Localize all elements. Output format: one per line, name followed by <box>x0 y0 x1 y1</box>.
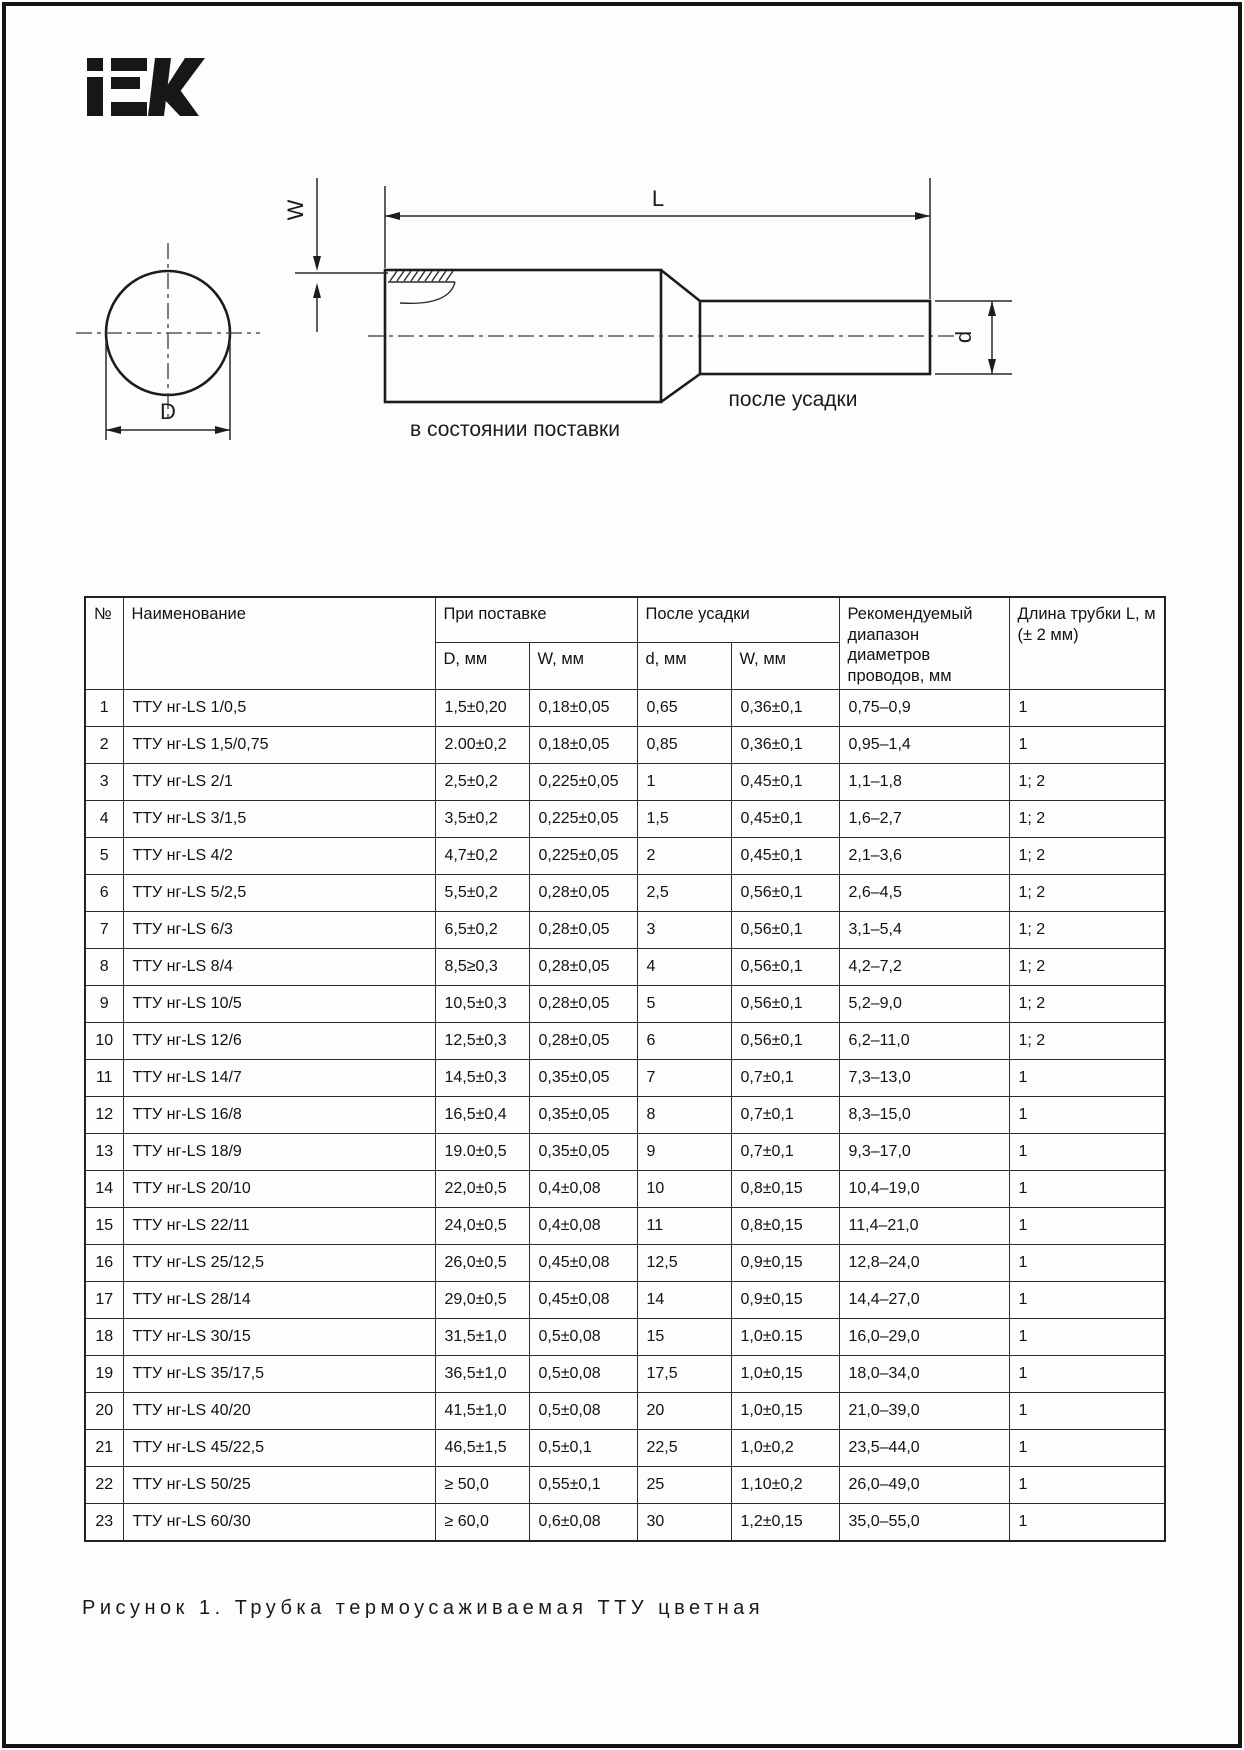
table-cell: 5,5±0,2 <box>435 874 529 911</box>
table-cell: ТТУ нг-LS 60/30 <box>123 1503 435 1541</box>
figure-caption: Рисунок 1. Трубка термоусаживаемая ТТУ цветная <box>82 1597 765 1619</box>
table-cell: 6 <box>85 874 123 911</box>
table-cell: 5,2–9,0 <box>839 985 1009 1022</box>
table-row <box>85 1429 1165 1466</box>
table-cell: 14 <box>637 1281 731 1318</box>
table-cell: ТТУ нг-LS 6/3 <box>123 911 435 948</box>
table-cell: 22,5 <box>637 1429 731 1466</box>
table-cell: 11,4–21,0 <box>839 1207 1009 1244</box>
table-cell: 0,45±0,1 <box>731 800 839 837</box>
table-cell: 1,0±0.15 <box>731 1318 839 1355</box>
table-cell: 0,28±0,05 <box>529 874 637 911</box>
table-cell: 30 <box>637 1503 731 1541</box>
table-cell: 0,56±0,1 <box>731 985 839 1022</box>
table-cell: 1 <box>1009 726 1165 763</box>
table-cell: 2,5±0,2 <box>435 763 529 800</box>
table-cell: 4 <box>85 800 123 837</box>
table-cell: 16,5±0,4 <box>435 1096 529 1133</box>
table-cell: 9 <box>637 1133 731 1170</box>
table-cell: 0,56±0,1 <box>731 948 839 985</box>
table-cell: 0,35±0,05 <box>529 1059 637 1096</box>
table-cell: 7,3–13,0 <box>839 1059 1009 1096</box>
table-cell: 17 <box>85 1281 123 1318</box>
table-cell: 0,28±0,05 <box>529 948 637 985</box>
spec-table <box>84 596 1166 1542</box>
table-cell: ТТУ нг-LS 10/5 <box>123 985 435 1022</box>
header-after-d: d, мм <box>637 642 731 689</box>
table-cell: 0,56±0,1 <box>731 1022 839 1059</box>
table-cell: 0,7±0,1 <box>731 1133 839 1170</box>
label-D: D <box>160 399 176 424</box>
table-cell: ТТУ нг-LS 2/1 <box>123 763 435 800</box>
table-cell: 0,8±0,15 <box>731 1170 839 1207</box>
table-cell: 0,95–1,4 <box>839 726 1009 763</box>
table-cell: 6,5±0,2 <box>435 911 529 948</box>
table-cell: 23 <box>85 1503 123 1541</box>
table-cell: ТТУ нг-LS 25/12,5 <box>123 1244 435 1281</box>
table-cell: 35,0–55,0 <box>839 1503 1009 1541</box>
table-cell: 0,56±0,1 <box>731 911 839 948</box>
header-supply-W: W, мм <box>529 642 637 689</box>
table-cell: 1 <box>1009 1207 1165 1244</box>
table-cell: 0,55±0,1 <box>529 1466 637 1503</box>
table-cell: 16,0–29,0 <box>839 1318 1009 1355</box>
table-cell: 0,35±0,05 <box>529 1096 637 1133</box>
table-row <box>85 985 1165 1022</box>
table-cell: 10,4–19,0 <box>839 1170 1009 1207</box>
table-row <box>85 689 1165 726</box>
table-cell: ТТУ нг-LS 40/20 <box>123 1392 435 1429</box>
table-cell: 1 <box>85 689 123 726</box>
table-cell: 1,2±0,15 <box>731 1503 839 1541</box>
table-cell: 1; 2 <box>1009 837 1165 874</box>
table-cell: ≥ 50,0 <box>435 1466 529 1503</box>
table-cell: 0,4±0,08 <box>529 1207 637 1244</box>
label-d: d <box>951 330 976 344</box>
table-cell: 1 <box>1009 1503 1165 1541</box>
table-cell: 0,225±0,05 <box>529 763 637 800</box>
table-cell: 0,7±0,1 <box>731 1059 839 1096</box>
table-cell: 0,18±0,05 <box>529 689 637 726</box>
table-row <box>85 1207 1165 1244</box>
table-cell: 17,5 <box>637 1355 731 1392</box>
table-cell: 0,225±0,05 <box>529 837 637 874</box>
table-cell: 1; 2 <box>1009 985 1165 1022</box>
table-cell: ТТУ нг-LS 12/6 <box>123 1022 435 1059</box>
table-cell: 16 <box>85 1244 123 1281</box>
table-cell: 0,225±0,05 <box>529 800 637 837</box>
table-cell: 1,10±0,2 <box>731 1466 839 1503</box>
table-cell: 2,6–4,5 <box>839 874 1009 911</box>
table-cell: 4,2–7,2 <box>839 948 1009 985</box>
label-W: W <box>283 199 308 221</box>
header-length: Длина трубки L, м (± 2 мм) <box>1009 597 1165 689</box>
table-cell: 11 <box>637 1207 731 1244</box>
table-cell: 10 <box>85 1022 123 1059</box>
table-cell: 2,5 <box>637 874 731 911</box>
table-cell: 10,5±0,3 <box>435 985 529 1022</box>
table-cell: 0,65 <box>637 689 731 726</box>
table-cell: ТТУ нг-LS 45/22,5 <box>123 1429 435 1466</box>
table-row <box>85 1096 1165 1133</box>
table-cell: 14 <box>85 1170 123 1207</box>
table-cell: ТТУ нг-LS 5/2,5 <box>123 874 435 911</box>
side-view-supply <box>295 270 958 402</box>
table-cell: 0,9±0,15 <box>731 1281 839 1318</box>
wall-cutaway-curve <box>400 282 455 303</box>
table-cell: 0,6±0,08 <box>529 1503 637 1541</box>
table-row <box>85 726 1165 763</box>
table-row <box>85 1022 1165 1059</box>
table-cell: 1 <box>1009 1429 1165 1466</box>
table-cell: 0,9±0,15 <box>731 1244 839 1281</box>
table-cell: 19 <box>85 1355 123 1392</box>
table-cell: 2.00±0,2 <box>435 726 529 763</box>
table-row <box>85 1244 1165 1281</box>
table-cell: 1,1–1,8 <box>839 763 1009 800</box>
table-cell: 29,0±0,5 <box>435 1281 529 1318</box>
label-after-shrink: после усадки <box>728 388 858 411</box>
dimension-d <box>935 301 1012 374</box>
header-num: № <box>85 597 123 689</box>
table-cell: 1,5±0,20 <box>435 689 529 726</box>
table-cell: 0,5±0,08 <box>529 1355 637 1392</box>
table-cell: 0,5±0,08 <box>529 1318 637 1355</box>
table-cell: ТТУ нг-LS 16/8 <box>123 1096 435 1133</box>
table-cell: 1,6–2,7 <box>839 800 1009 837</box>
table-cell: 12,5 <box>637 1244 731 1281</box>
table-cell: ТТУ нг-LS 4/2 <box>123 837 435 874</box>
header-supply-group: При поставке <box>435 597 637 642</box>
table-cell: ТТУ нг-LS 1/0,5 <box>123 689 435 726</box>
table-cell: 8 <box>637 1096 731 1133</box>
table-row <box>85 800 1165 837</box>
table-cell: 0,28±0,05 <box>529 985 637 1022</box>
table-cell: 1 <box>1009 1244 1165 1281</box>
header-after-group: После усадки <box>637 597 839 642</box>
table-cell: 0,45±0,1 <box>731 763 839 800</box>
table-cell: 21 <box>85 1429 123 1466</box>
table-row <box>85 948 1165 985</box>
table-cell: 0,28±0,05 <box>529 911 637 948</box>
table-cell: 0,35±0,05 <box>529 1133 637 1170</box>
table-cell: 22 <box>85 1466 123 1503</box>
table-cell: 1 <box>1009 1059 1165 1096</box>
table-cell: 1 <box>1009 1392 1165 1429</box>
table-cell: 8 <box>85 948 123 985</box>
table-row <box>85 1318 1165 1355</box>
table-cell: 13 <box>85 1133 123 1170</box>
table-cell: 3,1–5,4 <box>839 911 1009 948</box>
table-cell: ТТУ нг-LS 20/10 <box>123 1170 435 1207</box>
table-cell: 12,8–24,0 <box>839 1244 1009 1281</box>
front-view <box>76 243 260 420</box>
table-cell: 22,0±0,5 <box>435 1170 529 1207</box>
table-cell: 20 <box>637 1392 731 1429</box>
table-cell: 0,5±0,08 <box>529 1392 637 1429</box>
shrunk-tube-body <box>700 301 930 374</box>
table-cell: 12,5±0,3 <box>435 1022 529 1059</box>
table-cell: 31,5±1,0 <box>435 1318 529 1355</box>
wall-hatch <box>388 271 455 282</box>
table-row <box>85 1059 1165 1096</box>
table-cell: 1 <box>1009 1281 1165 1318</box>
table-cell: 25 <box>637 1466 731 1503</box>
table-cell: 4 <box>637 948 731 985</box>
table-cell: 3 <box>85 763 123 800</box>
header-after-W: W, мм <box>731 642 839 689</box>
table-cell: 7 <box>637 1059 731 1096</box>
table-cell: 1,0±0,15 <box>731 1392 839 1429</box>
table-cell: ТТУ нг-LS 3/1,5 <box>123 800 435 837</box>
table-cell: 0,36±0,1 <box>731 726 839 763</box>
table-row <box>85 874 1165 911</box>
table-cell: 24,0±0,5 <box>435 1207 529 1244</box>
table-cell: 9,3–17,0 <box>839 1133 1009 1170</box>
table-row <box>85 1466 1165 1503</box>
table-cell: 23,5–44,0 <box>839 1429 1009 1466</box>
table-row <box>85 763 1165 800</box>
table-cell: 0,5±0,1 <box>529 1429 637 1466</box>
table-cell: ТТУ нг-LS 22/11 <box>123 1207 435 1244</box>
table-cell: 0,45±0,08 <box>529 1244 637 1281</box>
table-cell: 4,7±0,2 <box>435 837 529 874</box>
table-row <box>85 1503 1165 1541</box>
table-cell: ТТУ нг-LS 8/4 <box>123 948 435 985</box>
table-cell: 2 <box>637 837 731 874</box>
table-cell: 46,5±1,5 <box>435 1429 529 1466</box>
table-row <box>85 837 1165 874</box>
table-cell: 5 <box>637 985 731 1022</box>
table-cell: 5 <box>85 837 123 874</box>
table-cell: ТТУ нг-LS 18/9 <box>123 1133 435 1170</box>
table-cell: 0,45±0,1 <box>731 837 839 874</box>
label-L: L <box>651 186 665 211</box>
iek-logo-glyphs <box>87 58 205 116</box>
table-cell: ТТУ нг-LS 1,5/0,75 <box>123 726 435 763</box>
table-cell: 8,3–15,0 <box>839 1096 1009 1133</box>
table-cell: 7 <box>85 911 123 948</box>
table-row <box>85 1355 1165 1392</box>
dimension-W <box>283 178 321 332</box>
dimension-L <box>385 178 930 299</box>
table-row <box>85 1392 1165 1429</box>
table-cell: 0,28±0,05 <box>529 1022 637 1059</box>
table-cell: 2,1–3,6 <box>839 837 1009 874</box>
table-cell: 36,5±1,0 <box>435 1355 529 1392</box>
table-cell: 14,5±0,3 <box>435 1059 529 1096</box>
table-cell: 0,85 <box>637 726 731 763</box>
table-cell: 1 <box>1009 1466 1165 1503</box>
table-cell: 3,5±0,2 <box>435 800 529 837</box>
table-cell: 26,0±0,5 <box>435 1244 529 1281</box>
table-cell: 18,0–34,0 <box>839 1355 1009 1392</box>
table-cell: 1 <box>1009 1355 1165 1392</box>
table-row <box>85 1133 1165 1170</box>
header-name: Наименование <box>123 597 435 689</box>
table-cell: ≥ 60,0 <box>435 1503 529 1541</box>
table-cell: 8,5≥0,3 <box>435 948 529 985</box>
table-cell: 0,7±0,1 <box>731 1096 839 1133</box>
table-cell: 1; 2 <box>1009 763 1165 800</box>
spec-table-body <box>85 689 1165 1541</box>
table-cell: 1 <box>1009 1318 1165 1355</box>
table-cell: 1,0±0,2 <box>731 1429 839 1466</box>
table-cell: 21,0–39,0 <box>839 1392 1009 1429</box>
table-cell: 1; 2 <box>1009 874 1165 911</box>
table-cell: 1 <box>1009 689 1165 726</box>
table-cell: 41,5±1,0 <box>435 1392 529 1429</box>
table-cell: 0,18±0,05 <box>529 726 637 763</box>
table-cell: ТТУ нг-LS 30/15 <box>123 1318 435 1355</box>
table-row <box>85 911 1165 948</box>
table-cell: 1,0±0,15 <box>731 1355 839 1392</box>
table-cell: 1; 2 <box>1009 800 1165 837</box>
table-cell: 9 <box>85 985 123 1022</box>
table-cell: 6 <box>637 1022 731 1059</box>
table-cell: 0,45±0,08 <box>529 1281 637 1318</box>
table-cell: 15 <box>85 1207 123 1244</box>
header-range: Рекомендуемый диапазон диаметров проводов, мм <box>839 597 1009 689</box>
table-cell: ТТУ нг-LS 50/25 <box>123 1466 435 1503</box>
table-cell: 19.0±0,5 <box>435 1133 529 1170</box>
table-cell: ТТУ нг-LS 28/14 <box>123 1281 435 1318</box>
table-cell: 15 <box>637 1318 731 1355</box>
table-cell: 6,2–11,0 <box>839 1022 1009 1059</box>
table-cell: 1; 2 <box>1009 948 1165 985</box>
table-cell: 0,8±0,15 <box>731 1207 839 1244</box>
table-cell: 11 <box>85 1059 123 1096</box>
technical-drawing <box>60 140 1070 470</box>
table-row <box>85 1281 1165 1318</box>
table-cell: 1,5 <box>637 800 731 837</box>
table-cell: 1; 2 <box>1009 911 1165 948</box>
table-cell: 3 <box>637 911 731 948</box>
header-supply-D: D, мм <box>435 642 529 689</box>
table-cell: 1 <box>1009 1133 1165 1170</box>
table-cell: 20 <box>85 1392 123 1429</box>
table-cell: ТТУ нг-LS 14/7 <box>123 1059 435 1096</box>
label-supply-state: в состоянии поставки <box>410 418 620 441</box>
table-cell: 1; 2 <box>1009 1022 1165 1059</box>
table-cell: 1 <box>1009 1170 1165 1207</box>
table-cell: 14,4–27,0 <box>839 1281 1009 1318</box>
table-row <box>85 1170 1165 1207</box>
table-cell: 1 <box>637 763 731 800</box>
table-cell: 0,36±0,1 <box>731 689 839 726</box>
table-cell: ТТУ нг-LS 35/17,5 <box>123 1355 435 1392</box>
table-cell: 12 <box>85 1096 123 1133</box>
table-cell: 26,0–49,0 <box>839 1466 1009 1503</box>
table-cell: 18 <box>85 1318 123 1355</box>
table-cell: 2 <box>85 726 123 763</box>
table-cell: 10 <box>637 1170 731 1207</box>
table-cell: 1 <box>1009 1096 1165 1133</box>
table-cell: 0,75–0,9 <box>839 689 1009 726</box>
table-cell: 0,56±0,1 <box>731 874 839 911</box>
table-cell: 0,4±0,08 <box>529 1170 637 1207</box>
spec-table-head <box>85 597 1165 689</box>
iek-logo <box>87 57 205 117</box>
